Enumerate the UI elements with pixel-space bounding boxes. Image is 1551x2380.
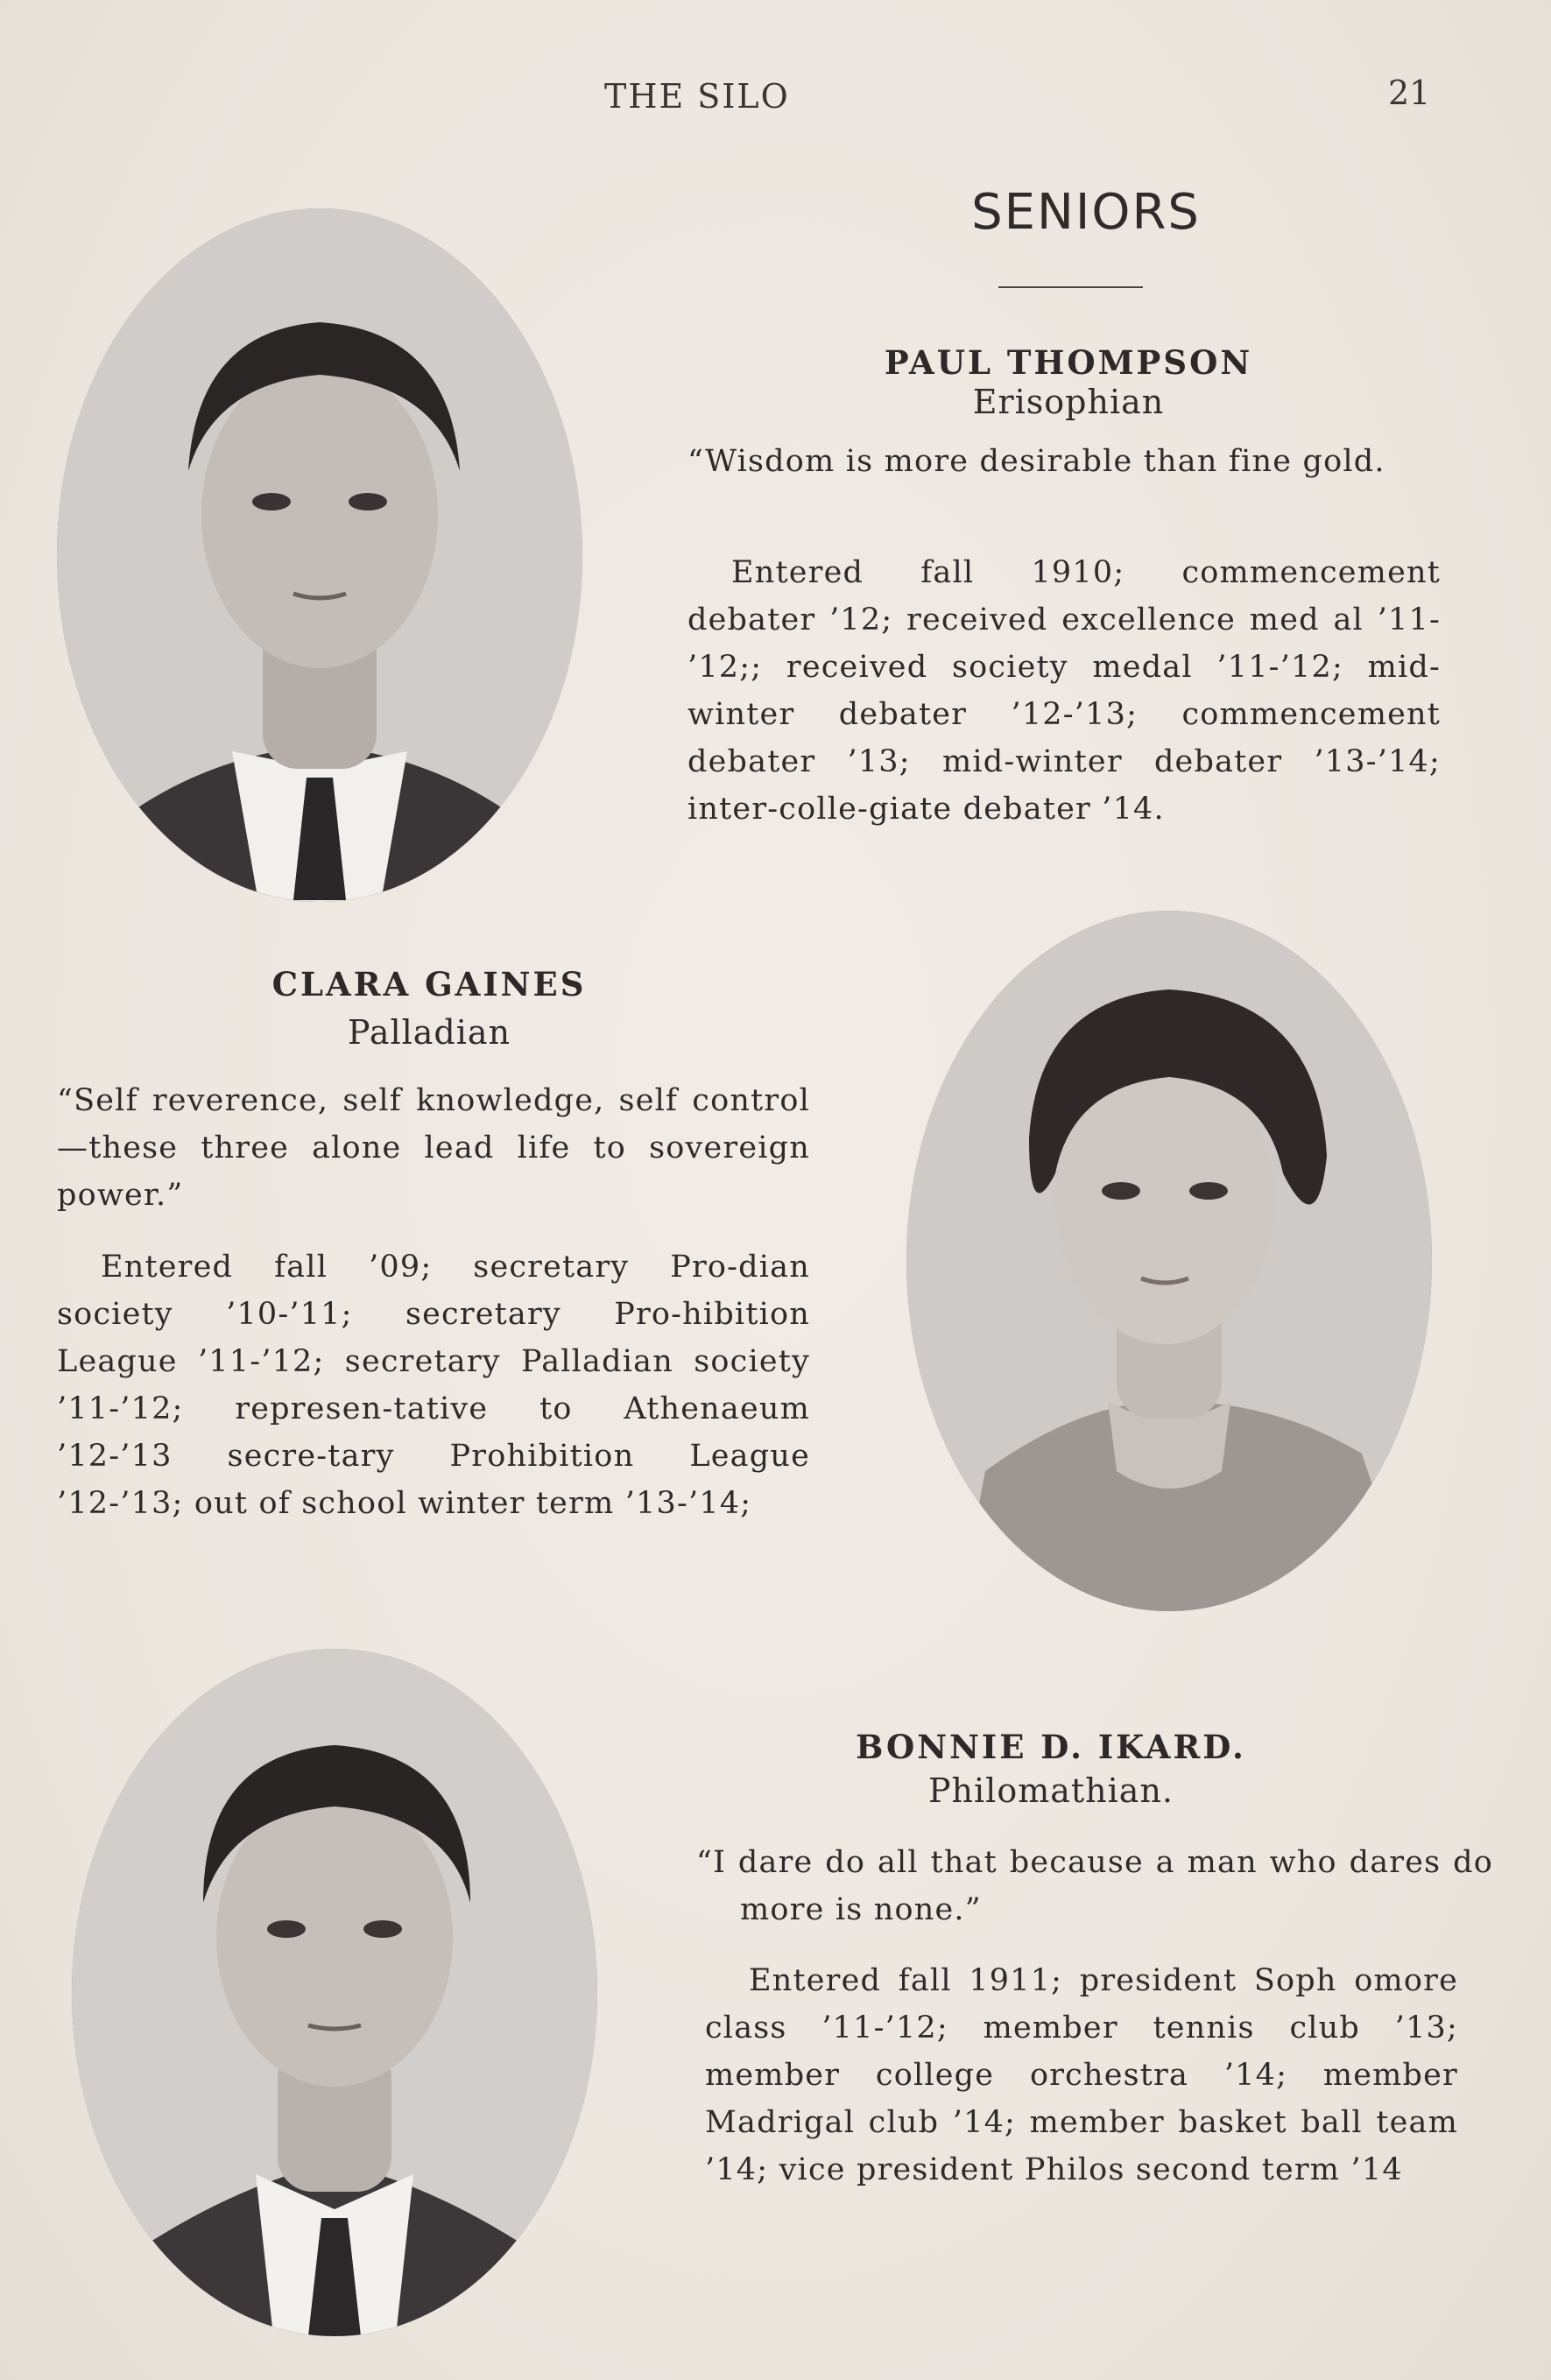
entry-bio-bonnie-ikard: Entered fall 1911; president Soph omore class ’11-’12; member tennis club ’13; member college orchestra ’14; member Madrigal club ’14; member basket ball team ’14; vice president Philos second term ’14 — [705, 1963, 1458, 2187]
section-title: SENIORS — [971, 184, 1201, 241]
page-number: 21 — [1388, 74, 1431, 112]
portrait-clara-gaines — [906, 911, 1432, 1611]
portrait-bonnie-ikard — [72, 1649, 597, 2336]
entry-society-bonnie-ikard: Philomathian. — [927, 1771, 1174, 1810]
entry-name-bonnie-ikard: BONNIE D. IKARD. — [856, 1728, 1246, 1766]
entry-name-paul-thompson: PAUL THOMPSON — [884, 343, 1253, 382]
entry-quote-paul-thompson: “Wisdom is more desirable than fine gold. — [687, 444, 1385, 479]
entry-name-clara-gaines: CLARA GAINES — [271, 965, 587, 1003]
entry-bio-paul-thompson: Entered fall 1910; commencement debater ’12; received excellence med al ’11- ’12;; received society medal ’11-’12; mid-winter debater ’12-’13; commencement debater ’13; mid-winter debater ’13-’14; inter-colle-giate debater ’14. — [687, 555, 1441, 827]
portrait-paul-thompson — [57, 208, 582, 902]
entry-quote-clara-gaines: “Self reverence, self knowledge, self control—these three alone lead life to sovereign power.” — [57, 1083, 810, 1213]
title-rule — [998, 286, 1143, 288]
entry-quote-bonnie-ikard: “I dare do all that because a man who dares do more is none.” — [696, 1845, 1493, 1927]
entry-society-paul-thompson: Erisophian — [972, 383, 1165, 421]
entry-bio-clara-gaines: Entered fall ’09; secretary Pro-dian society ’10-’11; secretary Pro-hibition League ’11-’12; secretary Palladian society ’11-’12; represen-tative to Athenaeum ’12-’13 secre-tary Prohibition League ’12-’13; out of school winter term ’13-’14; — [57, 1250, 810, 1521]
entry-society-clara-gaines: Palladian — [347, 1013, 511, 1052]
running-head: THE SILO — [604, 77, 790, 116]
